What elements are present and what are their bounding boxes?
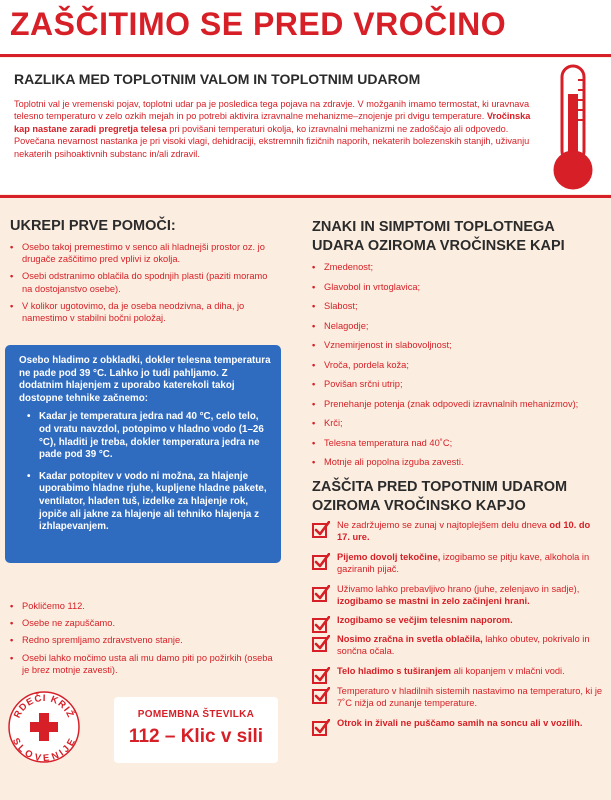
cooling-intro: Osebo hladimo z obkladki, dokler telesna temperatura ne pade pod 39 °C. Lahko jo tudi pahljamo. Z dodatnim hlajenjem z uporabo katerekoli takoj dostopne tehnike začnemo:: [19, 355, 271, 404]
list-item: • Pokličemo 112.: [10, 600, 280, 612]
checklist-item: [312, 519, 604, 543]
checklist-text-bold: Otrok in živali ne puščamo samih na soncu ali v vozilih.: [337, 718, 583, 728]
list-item: • Zmedenost;: [312, 261, 602, 273]
emergency-label: POMEMBNA ŠTEVILKA: [137, 709, 255, 720]
checklist-item: [312, 685, 604, 709]
checklist-text: lahko obutev, pokrivalo in sončna očala.: [337, 634, 590, 656]
checklist-text: Ne zadržujemo se zunaj v najtoplejšem delu dneva: [337, 520, 550, 530]
list-item: • Nelagodje;: [312, 320, 602, 332]
checklist-text: ali kopanjem v mlačni vodi.: [451, 666, 565, 676]
red-cross-logo: [6, 689, 82, 765]
checkbox-icon: [312, 616, 330, 634]
list-item: • Motnje ali popolna izguba zavesti.: [312, 456, 602, 468]
checklist-text: Uživamo lahko prebavljivo hrano (juhe, zelenjavo in sadje),: [337, 584, 580, 594]
list-item: • Telesna temperatura nad 40˚C;: [312, 437, 602, 449]
list-item: • Glavobol in vrtoglavica;: [312, 281, 602, 293]
checklist-item: [312, 717, 604, 729]
intro-heading: RAZLIKA MED TOPLOTNIM VALOM IN TOPLOTNIM UDAROM: [14, 71, 421, 87]
svg-text:SLOVENIJE: SLOVENIJE: [9, 736, 79, 765]
checklist-item: [312, 665, 604, 677]
list-item: • Krči;: [312, 417, 602, 429]
checkbox-icon: [312, 687, 330, 705]
checklist-text: Temperaturo v hladilnih sistemih nastavimo na temperaturo, ki je 7˚C nižja od zunanje temperature.: [337, 686, 603, 708]
list-item: • Osebi lahko močimo usta ali mu damo piti po požirkih (oseba je brez motnje zavesti).: [10, 652, 280, 676]
page-title: ZAŠČITIMO SE PRED VROČINO: [10, 6, 507, 42]
checklist-text-bold: Telo hladimo s tuširanjem: [337, 666, 451, 676]
list-item: • Osebe ne zapuščamo.: [10, 617, 280, 629]
list-item: • Vroča, pordela koža;: [312, 359, 602, 371]
list-item: • Povišan srčni utrip;: [312, 378, 602, 390]
emergency-number-box: [114, 697, 278, 763]
svg-text:RDEČI KRIŽ: RDEČI KRIŽ: [11, 692, 77, 721]
intro-text: [14, 98, 534, 160]
first-aid-list: [10, 241, 280, 329]
thermometer-icon: [548, 64, 598, 192]
checklist-item: [312, 614, 604, 626]
checkbox-icon: [312, 667, 330, 685]
checkbox-icon: [312, 635, 330, 653]
checklist-item: [312, 583, 604, 607]
first-aid-list-continued: [10, 600, 280, 681]
checklist-text-bold: izogibamo se mastni in zelo začinjeni hrani.: [337, 596, 530, 606]
emergency-number: 112 – Klic v sili: [128, 726, 264, 747]
list-item: • Kadar potopitev v vodo ni možna, za hlajenje uporabimo hladne rjuhe, kupljene hladne pakete, ventilator, hladen tuš, izdelke za hlajenje rok, jopiče ali jakne za hlajenje ali tehniko hlajenja z izhlapevanjem.: [27, 471, 271, 534]
checklist-text-bold: Izogibamo se večjim telesnim naporom.: [337, 615, 513, 625]
list-item: • Osebo takoj premestimo v senco ali hladnejši prostor oz. jo drugače zaščitimo pred vplivi iz okolja.: [10, 241, 280, 265]
list-item: • Vznemirjenost in slabovoljnost;: [312, 339, 602, 351]
list-item: • Slabost;: [312, 300, 602, 312]
list-item: • Prenehanje potenja (znak odpovedi izravnalnih mehanizmov);: [312, 398, 602, 410]
checklist-item: [312, 551, 604, 575]
checkbox-icon: [312, 585, 330, 603]
list-item: • Redno spremljamo zdravstveno stanje.: [10, 634, 280, 646]
intro-text-part: Toplotni val je vremenski pojav, toplotni udar pa je posledica tega pojava na zdravje. V možganih imamo termostat, ki uravnava telesno temperaturo v zelo ozkih mejah in po potrebi aktivira izravnalne mehanizme–znojenje pri dvigu temperature.: [14, 99, 530, 122]
symptoms-list: [312, 261, 602, 476]
symptoms-heading: ZNAKI IN SIMPTOMI TOPLOTNEGA UDARA OZIROMA VROČINSKE KAPI: [312, 219, 565, 254]
checkbox-icon: [312, 719, 330, 737]
cooling-list: [19, 411, 271, 533]
list-item: • Osebi odstranimo oblačila do spodnjih plasti (paziti moramo na dostojanstvo osebe).: [10, 270, 280, 294]
prevention-heading: ZAŠČITA PRED TOPOTNIM UDAROM OZIROMA VROČINSKO KAPJO: [312, 479, 568, 514]
checkbox-icon: [312, 553, 330, 571]
cooling-info-box: [5, 345, 281, 563]
checklist-text: izogibamo se pitju kave, alkohola in gaziranih pijač.: [337, 552, 590, 574]
first-aid-heading: UKREPI PRVE POMOČI:: [10, 218, 176, 234]
checkbox-icon: [312, 521, 330, 539]
prevention-list: [312, 519, 604, 729]
checklist-text-bold: Nosimo zračna in svetla oblačila,: [337, 634, 483, 644]
list-item: • V kolikor ugotovimo, da je oseba neodzivna, a diha, jo namestimo v stabilni bočni položaj.: [10, 300, 280, 324]
intro-text-part: pri povišani temperaturi okolja, ko izravnalni mehanizmi ne zadoščajo ali odpovedo. Povečana nevarnost nastanka je pri visoki vlagi, dehidraciji, ekstremnih fizičnih naporih, nekaterih bolezenskih stanjih, uživanju nekaterih psihoaktivnih substanc in/ali zdravil.: [14, 123, 530, 159]
checklist-item: [312, 633, 604, 657]
checklist-text-bold: Pijemo dovolj tekočine,: [337, 552, 441, 562]
list-item: • Kadar je temperatura jedra nad 40 °C, celo telo, od vratu navzdol, potopimo v hladno vodo (1–26 °C), hladiti je treba, dokler temperatura jedra ne pade pod 39 °C.: [27, 411, 271, 461]
divider: [0, 54, 611, 57]
intro-text-bold: Vročinska kap nastane zaradi pregretja telesa: [14, 111, 531, 134]
checklist-text-bold: od 10. do 17. ure.: [337, 520, 591, 542]
divider: [0, 195, 611, 198]
